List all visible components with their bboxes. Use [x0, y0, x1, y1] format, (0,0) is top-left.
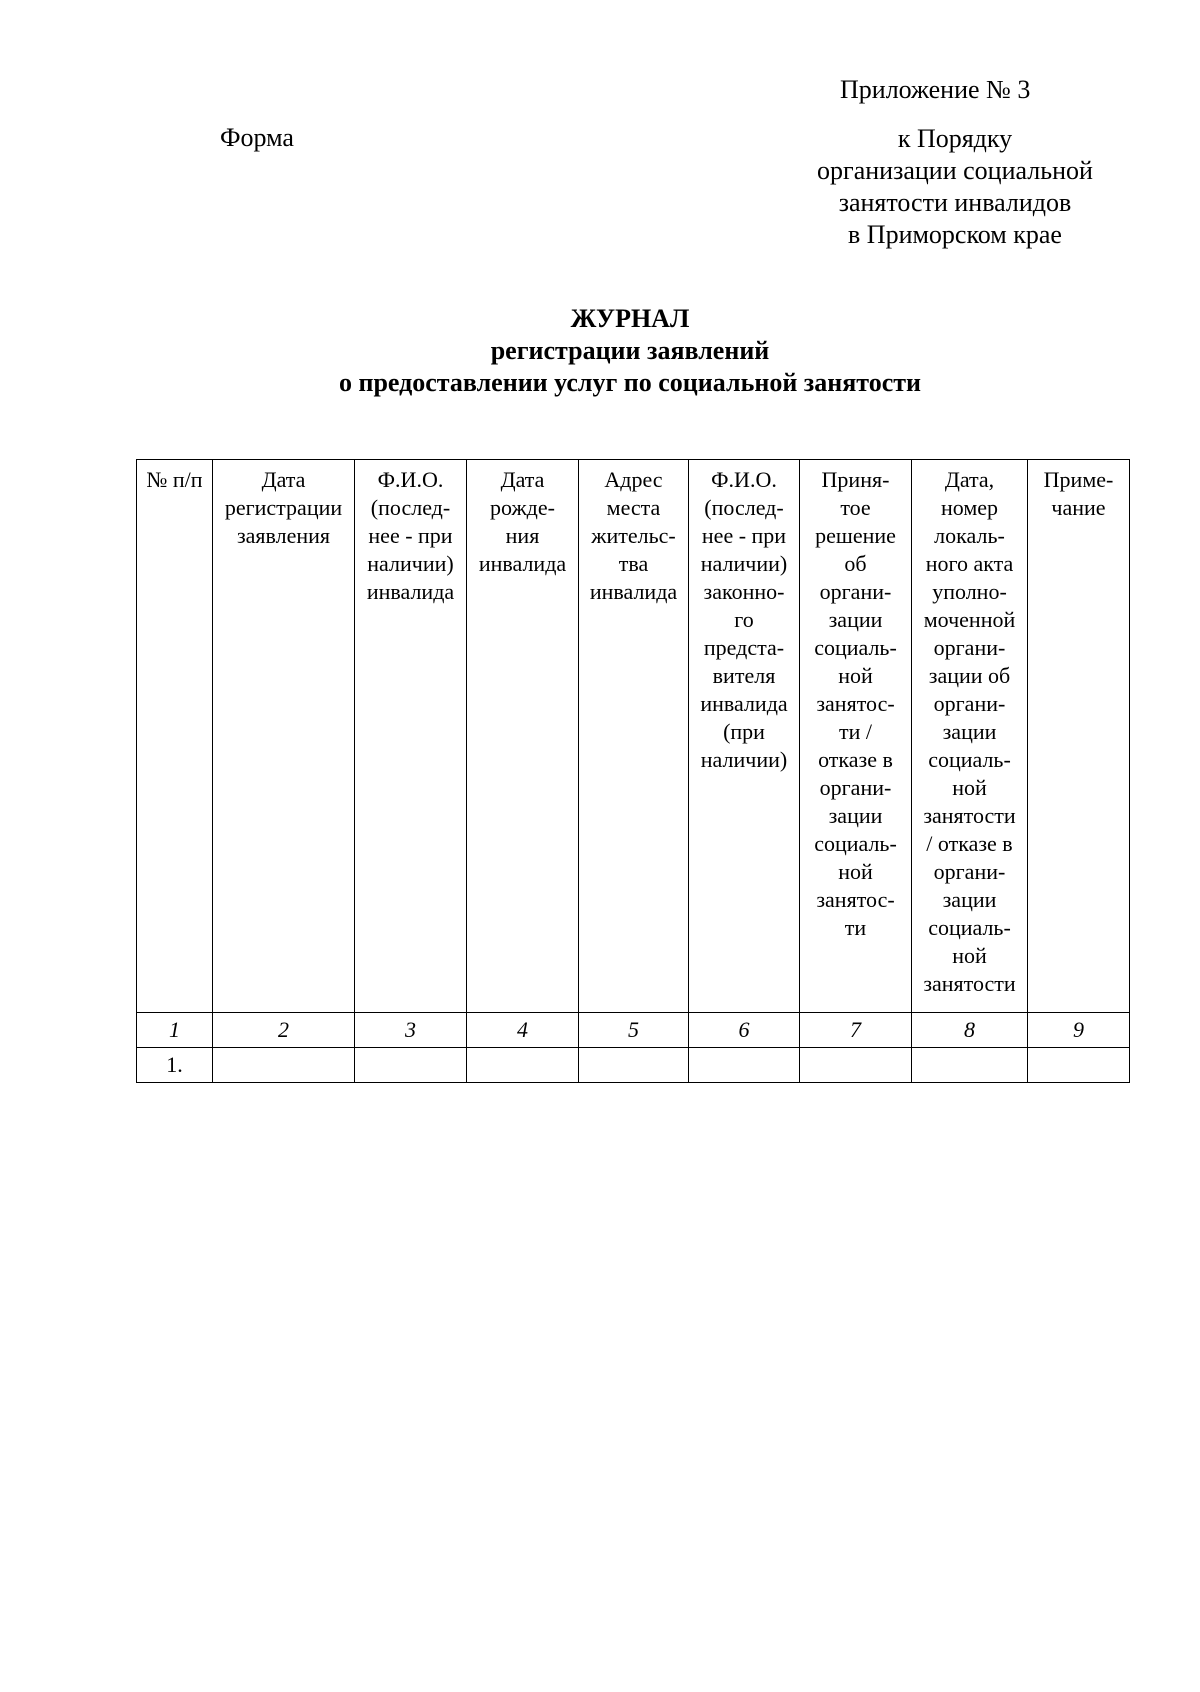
column-number: 2: [213, 1013, 355, 1048]
table-cell: [800, 1048, 912, 1083]
column-number: 4: [467, 1013, 579, 1048]
registration-journal-table: [136, 459, 1130, 1083]
column-number: 1: [137, 1013, 213, 1048]
column-number: 7: [800, 1013, 912, 1048]
appendix-number: Приложение № 3: [840, 75, 1031, 104]
table-cell: 1.: [137, 1048, 213, 1083]
title-line-journal: ЖУРНАЛ: [570, 304, 690, 333]
table-cell: [467, 1048, 579, 1083]
table-cell: [1028, 1048, 1130, 1083]
table-cell: [579, 1048, 689, 1083]
title-line-registration: регистрации заявлений: [490, 336, 770, 365]
document-title: [0, 303, 1200, 399]
column-number: 6: [689, 1013, 800, 1048]
column-header-legal-representative-name: Ф.И.О. (послед- нее - при наличии) законно- го предста- вителя инвалида (при наличии): [689, 460, 800, 1013]
table-row: [137, 1048, 1130, 1083]
column-header-address: Адрес места жительс- тва инвалида: [579, 460, 689, 1013]
column-header-birth-date: Дата рожде- ния инвалида: [467, 460, 579, 1013]
appendix-reference-line: к Порядку: [897, 124, 1013, 153]
column-number-row: [137, 1013, 1130, 1048]
form-label: Форма: [220, 123, 294, 152]
appendix-reference: [790, 123, 1120, 251]
title-line-services: о предоставлении услуг по социальной занятости: [338, 368, 922, 397]
appendix-reference-line: организации социальной: [817, 156, 1093, 185]
table-cell: [355, 1048, 467, 1083]
column-header-local-act: Дата, номер локаль- ного акта уполно- моченной органи- зации об органи- зации социаль- ной занятости / отказе в органи- зации социаль- ной занятости: [912, 460, 1028, 1013]
column-number: 9: [1028, 1013, 1130, 1048]
column-header-decision: Приня- тое решение об органи- зации социаль- ной занятос- ти / отказе в органи- зации социаль- ной занятос- ти: [800, 460, 912, 1013]
column-number: 5: [579, 1013, 689, 1048]
column-header-note: Приме- чание: [1028, 460, 1130, 1013]
column-header-number: № п/п: [137, 460, 213, 1013]
column-number: 3: [355, 1013, 467, 1048]
appendix-reference-line: занятости инвалидов: [838, 188, 1072, 217]
column-header-disabled-person-name: Ф.И.О. (послед- нее - при наличии) инвалида: [355, 460, 467, 1013]
table-cell: [213, 1048, 355, 1083]
table-cell: [689, 1048, 800, 1083]
column-header-registration-date: Дата регистрации заявления: [213, 460, 355, 1013]
column-number: 8: [912, 1013, 1028, 1048]
appendix-reference-line: в Приморском крае: [848, 220, 1062, 249]
table-header-row: [137, 460, 1130, 1013]
table-cell: [912, 1048, 1028, 1083]
